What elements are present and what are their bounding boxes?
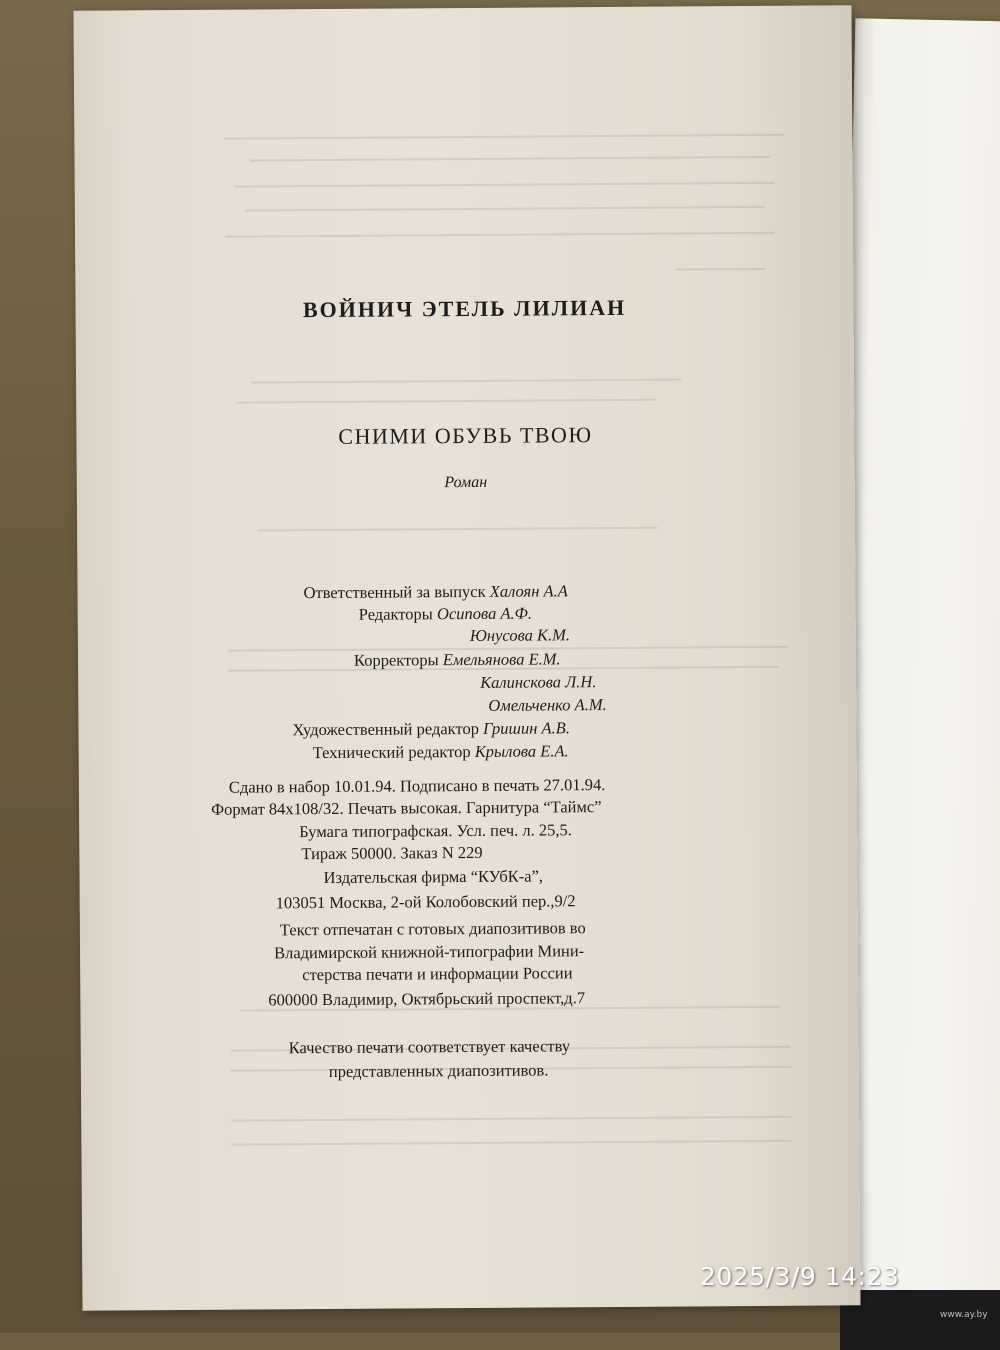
genre-label: Роман	[444, 473, 488, 492]
credit-name: Калинскова Л.Н.	[480, 672, 597, 692]
book-title: СНИМИ ОБУВЬ ТВОЮ	[338, 422, 593, 449]
credit-line	[488, 695, 606, 716]
book-page	[73, 5, 860, 1310]
credit-role: Корректоры	[353, 650, 439, 670]
credit-role: Ответственный за выпуск	[303, 581, 486, 603]
credit-name: Осипова А.Ф.	[436, 603, 533, 624]
imprint-line: Тираж 50000. Заказ N 229	[301, 842, 483, 864]
imprint-line: 103051 Москва, 2-ой Колобовский пер.,9/2	[275, 891, 576, 913]
credit-line	[354, 649, 561, 670]
credit-name: Гришин А.В.	[483, 718, 570, 738]
imprint-line: Сдано в набор 10.01.94. Подписано в печать 27.01.94.	[228, 775, 606, 797]
imprint-line: Текст отпечатан с готовых диапозитивов во	[279, 918, 586, 940]
credit-name: Крылова Е.А.	[474, 741, 569, 761]
quality-note-line: представленных диапозитивов.	[328, 1060, 549, 1081]
photo-timestamp: 2025/3/9 14:23	[700, 1262, 900, 1291]
imprint-line: Бумага типографская. Усл. печ. л. 25,5.	[299, 820, 572, 842]
credit-name: Омельченко А.М.	[488, 695, 607, 715]
quality-note-line: Качество печати соответствует качеству	[288, 1036, 571, 1058]
imprint-line: стерства печати и информации России	[302, 963, 573, 985]
credit-role: Технический редактор	[312, 741, 471, 763]
credit-line	[292, 718, 570, 740]
credit-line	[313, 741, 569, 763]
credit-name: Емельянова Е.М.	[442, 649, 561, 670]
author-name: ВОЙНИЧ ЭТЕЛЬ ЛИЛИАН	[302, 294, 627, 323]
dark-corner	[840, 1290, 1000, 1350]
credit-line	[480, 672, 596, 693]
imprint-line: Издательская фирма “КУбК-а”,	[323, 866, 544, 888]
imprint-line: Владимирской книжной-типографии Мини-	[273, 941, 585, 963]
site-watermark: www.ay.by	[940, 1310, 988, 1320]
imprint-line: 600000 Владимир, Октябрьский проспект,д.7	[268, 988, 586, 1010]
credit-role: Художественный редактор	[292, 718, 480, 740]
credit-line	[359, 604, 532, 625]
imprint-line: Формат 84х108/32. Печать высокая. Гарнитура “Таймс”	[210, 797, 602, 819]
credit-name: Халоян А.А	[489, 581, 568, 601]
credit-line	[470, 625, 570, 646]
credit-role: Редакторы	[358, 604, 433, 624]
credit-name: Юнусова К.М.	[469, 625, 571, 645]
credit-line	[303, 581, 567, 603]
